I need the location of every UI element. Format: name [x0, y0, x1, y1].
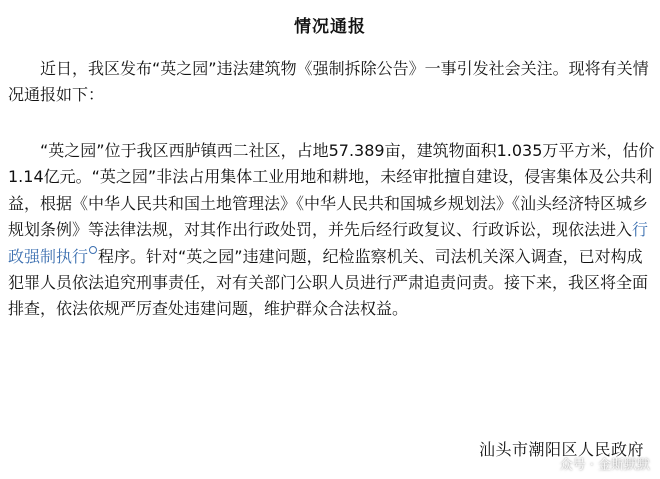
search-icon[interactable]	[89, 246, 97, 254]
intro-text: 近日，我区发布“英之园”违法建筑物《强制拆除公告》一事引发社会关注。现将有关情况通报如下：	[8, 59, 649, 105]
body-paragraph	[8, 138, 656, 323]
signature: 汕头市潮阳区人民政府	[478, 440, 644, 459]
enforcement-link[interactable]: 行政强制执行	[8, 220, 649, 266]
intro-paragraph	[8, 56, 656, 109]
body-text-after-link: 程序。针对“英之园”违建问题，纪检监察机关、司法机关深入调查，已对构成犯罪人员依法追究刑事责任，对有关部门公职人员进行严肃追责问责。接下来，我区将全面排查，依法依规严厉查处违建问题，维护群众合法权益。	[8, 246, 649, 319]
body-text-before-link: “英之园”位于我区西胪镇西二社区，占地57.389亩，建筑物面积1.035万平方米，估价1.14亿元。“英之园”非法占用集体工业用地和耕地，未经审批擅自建设，侵害集体及公共利益，根据《中华人民共和国土地管理法》《中华人民共和国城乡规划法》《汕头经济特区城乡规划条例》等法律法规，对其作出行政处罚，并先后经行政复议、行政诉讼，现依法进入	[8, 141, 655, 240]
watermark: 众号 · 金斯默默	[559, 458, 650, 473]
page-title: 情况通报	[294, 17, 366, 37]
